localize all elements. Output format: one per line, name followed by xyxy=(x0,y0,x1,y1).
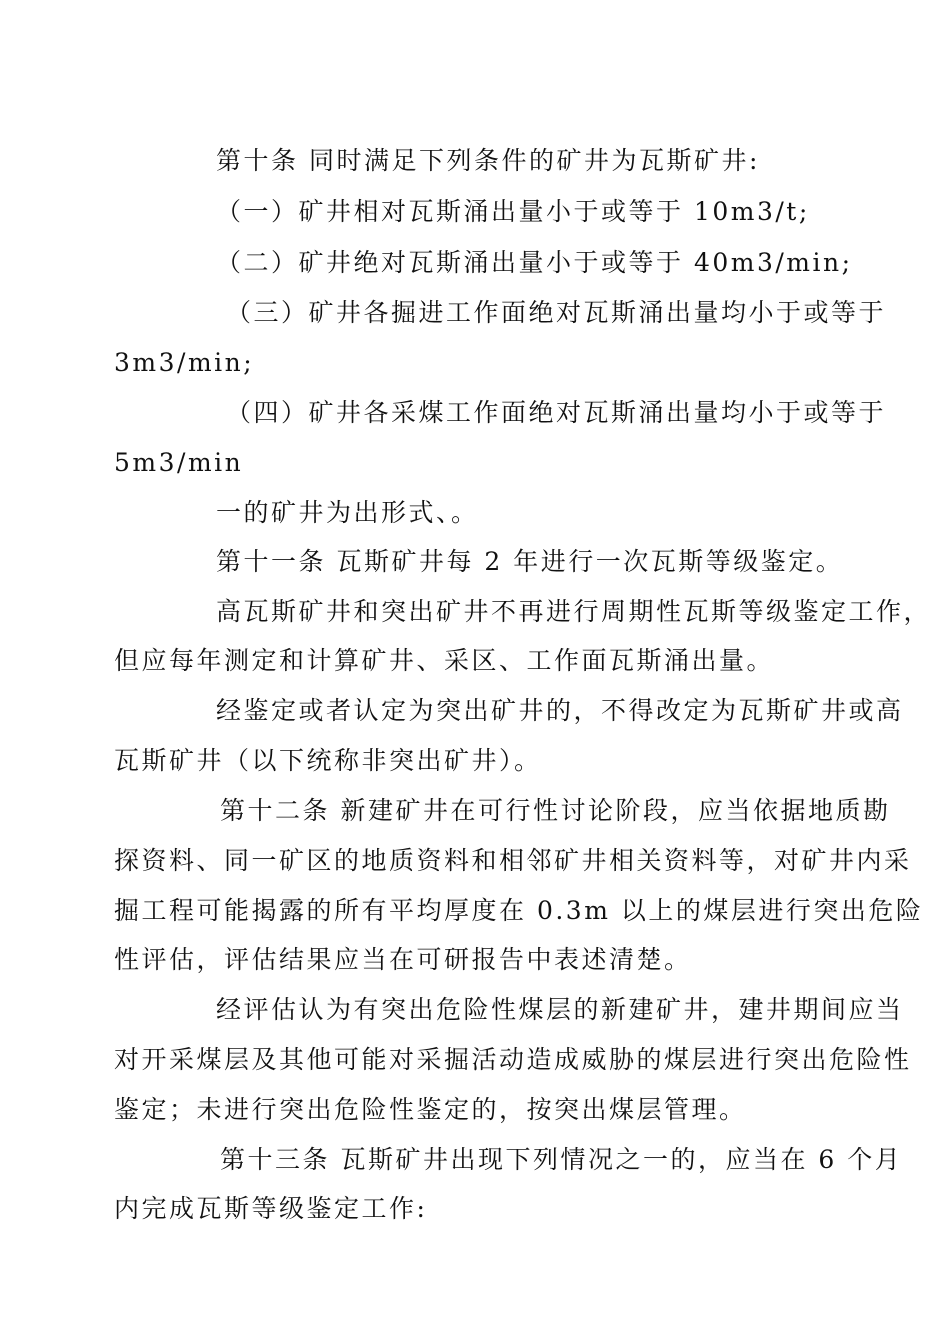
paragraph-line: 探资料、同一矿区的地质资料和相邻矿井相关资料等，对矿井内采 xyxy=(114,846,912,875)
fragment-line: 一的矿井为出形式、。 xyxy=(216,498,479,527)
paragraph-line: 掘工程可能揭露的所有平均厚度在 0.3m 以上的煤层进行突出危险 xyxy=(114,896,924,925)
article-11-heading: 第十一条 瓦斯矿井每 2 年进行一次瓦斯等级鉴定。 xyxy=(216,547,844,576)
paragraph-line: 经鉴定或者认定为突出矿井的，不得改定为瓦斯矿井或高 xyxy=(216,696,904,725)
paragraph-line: 性评估，评估结果应当在可研报告中表述清楚。 xyxy=(114,945,692,974)
paragraph-line: 瓦斯矿井（以下统称非突出矿井）。 xyxy=(114,746,542,775)
paragraph-line: 高瓦斯矿井和突出矿井不再进行周期性瓦斯等级鉴定工作， xyxy=(216,597,932,626)
condition-4: （四）矿井各采煤工作面绝对瓦斯涌出量均小于或等于 xyxy=(226,398,887,427)
article-10-heading: 第十条 同时满足下列条件的矿井为瓦斯矿井: xyxy=(216,146,760,175)
condition-3: （三）矿井各掘进工作面绝对瓦斯涌出量均小于或等于 xyxy=(226,298,887,327)
condition-4-continued: 5m3/min xyxy=(114,448,244,477)
article-12-heading: 第十二条 新建矿井在可行性讨论阶段，应当依据地质勘 xyxy=(220,796,891,825)
paragraph-line: 但应每年测定和计算矿井、采区、工作面瓦斯涌出量。 xyxy=(114,646,775,675)
paragraph-line: 鉴定；未进行突出危险性鉴定的，按突出煤层管理。 xyxy=(114,1095,747,1124)
article-13-heading: 第十三条 瓦斯矿井出现下列情况之一的，应当在 6 个月 xyxy=(220,1145,903,1174)
paragraph-line: 对开采煤层及其他可能对采掘活动造成威胁的煤层进行突出危险性 xyxy=(114,1045,912,1074)
paragraph-line: 内完成瓦斯等级鉴定工作: xyxy=(114,1194,428,1223)
condition-2: （二）矿井绝对瓦斯涌出量小于或等于 40m3/min; xyxy=(216,248,853,277)
condition-1: （一）矿井相对瓦斯涌出量小于或等于 10m3/t; xyxy=(216,197,810,226)
condition-3-continued: 3m3/min; xyxy=(114,348,255,377)
paragraph-line: 经评估认为有突出危险性煤层的新建矿井，建井期间应当 xyxy=(216,995,904,1024)
